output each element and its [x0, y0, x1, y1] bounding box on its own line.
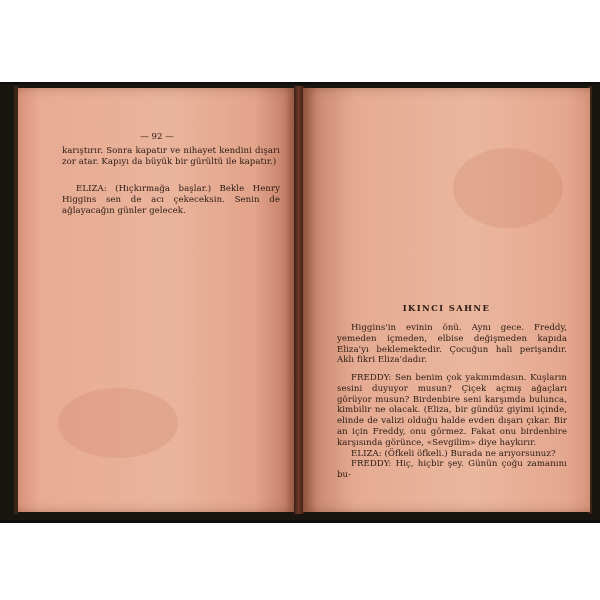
left-page-edge	[14, 86, 18, 514]
left-paragraph-2	[62, 184, 280, 216]
paper-stain	[453, 148, 563, 228]
scene-title: IKINCI SAHNE	[402, 303, 491, 313]
left-paragraph-1	[62, 146, 280, 168]
paper-stain	[58, 388, 178, 458]
right-page	[303, 88, 590, 512]
paragraph-text: FREDDY: Sen benim çok yakınımdasın. Kuşların sesini duyuyor musun? Çiçek açmış ağaçları görüyor musun? Birdenbire seni karşımda bulunca, kimbilir ne olacak. (Eliza, bir gündüz giyimi içinde, elinde de valizi olduğu halde evden dışarı çıkar. Bir an için Freddy, onu görmez. Fakat onu birdenbire karşısında görünce, «Sevgilim» diye haykırır.	[337, 373, 567, 448]
paragraph-text: Higgins'in evinin önü. Aynı gece. Freddy, yemeden içmeden, elbise değişmeden kapıda Eliza'yı beklemektedir. Çocuğun hali perişandır. Aklı fikri Eliza'dadır.	[337, 323, 567, 366]
left-page	[18, 88, 296, 512]
paragraph-text: karıştırır. Sonra kapatır ve nihayet kendini dışarı zor atar. Kapıyı da büyük bir gürültü ile kapatır.)	[62, 146, 280, 167]
paragraph-text: ELIZA: (Öfkeli öfkeli.) Burada ne arıyorsunuz?	[351, 448, 556, 459]
scene-description	[337, 323, 567, 366]
dialogue-block	[337, 373, 567, 481]
page-number: — 92 —	[140, 132, 174, 142]
paragraph-text: ELIZA: (Hıçkırmağa başlar.) Bekle Henry Higgins sen de acı çekeceksin. Senin de ağlayacağın günler gelecek.	[62, 184, 280, 216]
paragraph-text: FREDDY: Hiç, hiçbir şey. Günün çoğu zamanını bu-	[337, 459, 567, 481]
